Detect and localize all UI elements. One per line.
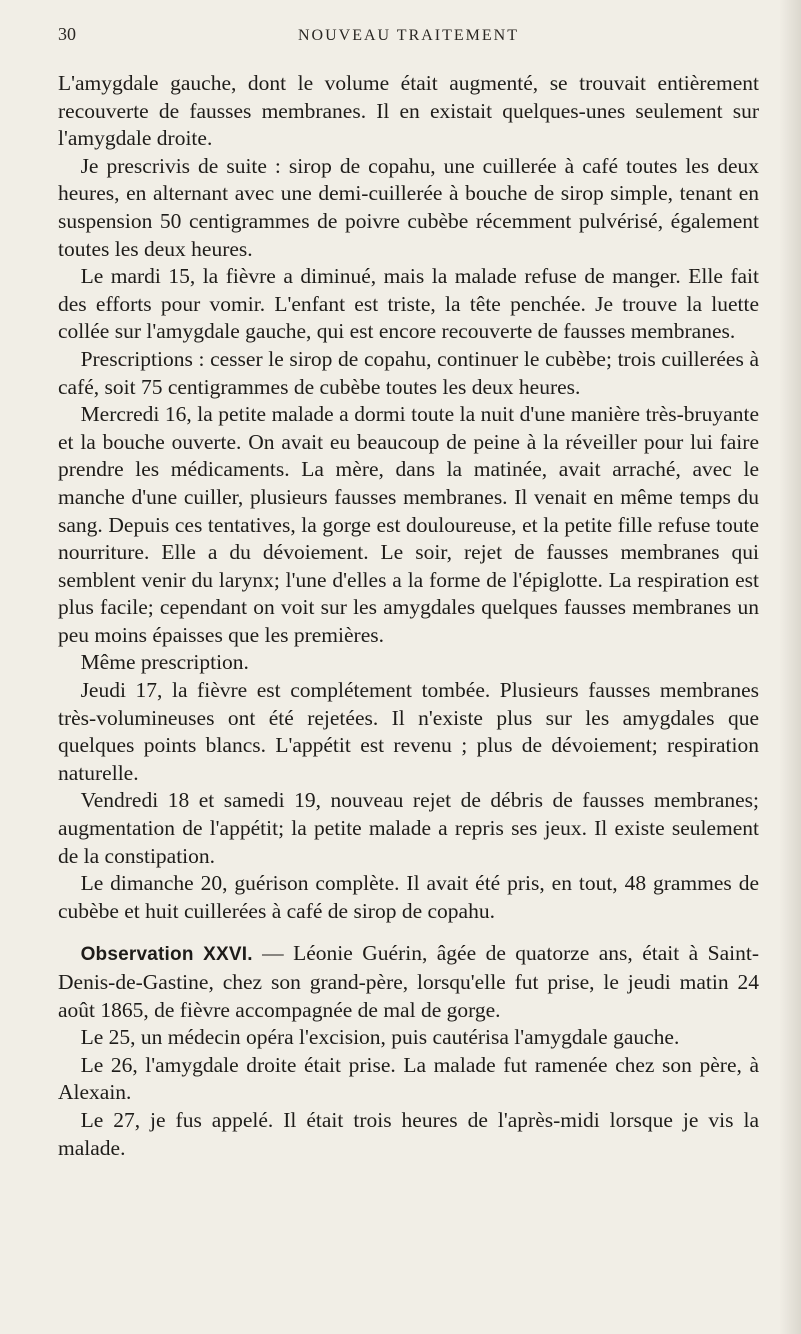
running-title: NOUVEAU TRAITEMENT bbox=[297, 27, 519, 44]
paragraph: Le 26, l'amygdale droite était prise. La malade fut ramenée chez son père, à Alexain. bbox=[58, 1052, 759, 1105]
paragraph: Jeudi 17, la fièvre est complétement tombée. Plusieurs fausses membranes très-volumineuses ont été rejetées. Il n'existe plus sur les amygdales que quelques points blancs. L'appétit est revenu ; plus de dévoiement; respiration naturelle. bbox=[58, 678, 759, 785]
observation-intro: — Léonie Guérin, âgée de quatorze ans, était à Saint-Denis-de-Gastine, chez son grand-père, lorsqu'elle fut prise, le jeudi matin 24 août 1865, de fièvre accompagnée de mal de gorge. bbox=[58, 941, 759, 1022]
paragraph: Prescriptions : cesser le sirop de copahu, continuer le cubèbe; trois cuillerées à café, soit 75 centigrammes de cubèbe toutes les deux heures. bbox=[58, 346, 759, 399]
section-break bbox=[58, 925, 759, 940]
paragraph: L'amygdale gauche, dont le volume était augmenté, se trouvait entièrement recouverte de fausses membranes. Il en existait quelques-unes seulement sur l'amygdale droite. bbox=[58, 71, 759, 151]
paragraph: Le 25, un médecin opéra l'excision, puis cautérisa l'amygdale gauche. bbox=[80, 1025, 680, 1050]
paragraph: Mercredi 16, la petite malade a dormi toute la nuit d'une manière très-bruyante et la bouche ouverte. On avait eu beaucoup de peine à la réveiller pour lui faire prendre les médicaments. La mère, dans la matinée, avait arraché, avec le manche d'une cuiller, plusieurs fausses membranes. Il venait en même temps du sang. Depuis ces tentatives, la gorge est douloureuse, et la petite fille refuse toute nourriture. Elle a du dévoiement. Le soir, rejet de fausses membranes qui semblent venir du larynx; l'une d'elles a la forme de l'épiglotte. La respiration est plus facile; cependant on voit sur les amygdales quelques fausses membranes un peu moins épaisses que les premières. bbox=[58, 402, 759, 647]
observation-title: Observation XXVI. bbox=[80, 944, 253, 966]
paragraph: Le dimanche 20, guérison complète. Il avait été pris, en tout, 48 grammes de cubèbe et huit cuillerées à café de sirop de copahu. bbox=[58, 871, 759, 923]
page-edge-shadow bbox=[779, 0, 801, 1334]
observation-heading-paragraph bbox=[58, 940, 759, 1024]
running-head bbox=[58, 24, 759, 58]
paragraph: Je prescrivis de suite : sirop de copahu, une cuillerée à café toutes les deux heures, en alternant avec une demi-cuillerée à bouche de sirop simple, tenant en suspension 50 centigrammes de poivre cubèbe récemment pulvérisé, également toutes les deux heures. bbox=[58, 153, 759, 261]
paragraph: Même prescription. bbox=[80, 650, 249, 675]
paragraph: Le mardi 15, la fièvre a diminué, mais la malade refuse de manger. Elle fait des efforts pour vomir. L'enfant est triste, la tête penchée. Je trouve la luette collée sur l'amygdale gauche, qui est encore recouverte de fausses membranes. bbox=[58, 264, 759, 344]
paragraph: Vendredi 18 et samedi 19, nouveau rejet de débris de fausses membranes; augmentation de l'appétit; la petite malade a repris ses jeux. Il existe seulement de la constipation. bbox=[58, 788, 759, 868]
page-number: 30 bbox=[58, 24, 76, 44]
body-text bbox=[58, 70, 759, 1162]
paragraph: Le 27, je fus appelé. Il était trois heures de l'après-midi lorsque je vis la malade. bbox=[58, 1107, 759, 1160]
